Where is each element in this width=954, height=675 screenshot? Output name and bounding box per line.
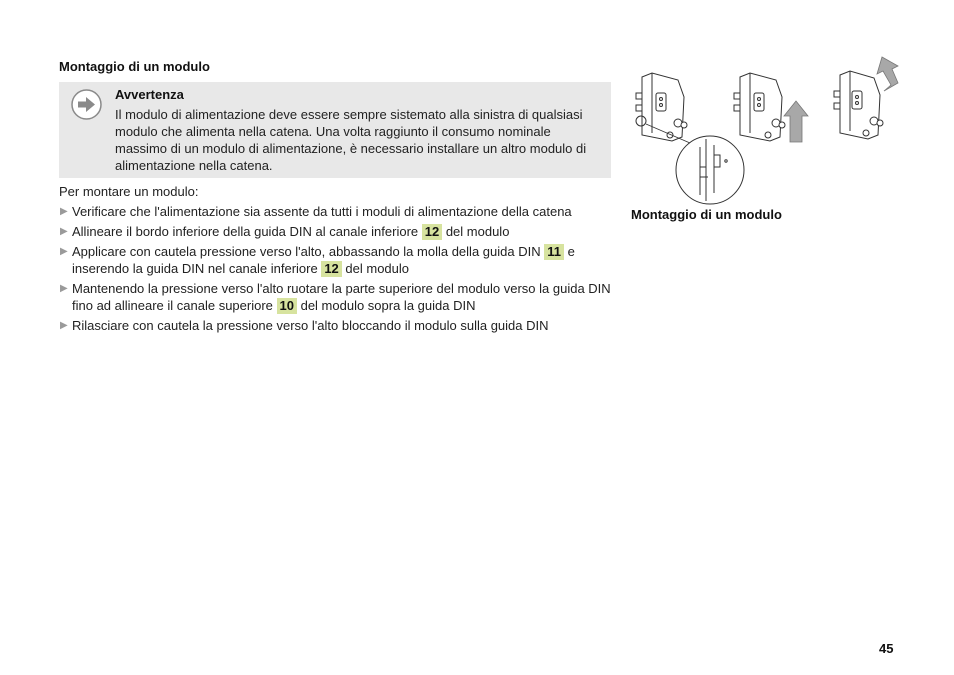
triangle-bullet-icon: ▶ xyxy=(60,206,68,217)
rotate-arrow-icon xyxy=(877,57,898,91)
step-text: del modulo xyxy=(442,224,510,239)
figure-caption: Montaggio di un modulo xyxy=(631,207,782,222)
reference-badge: 10 xyxy=(277,298,297,314)
step-text: Applicare con cautela pressione verso l'alto, abbassando la molla della guida DIN xyxy=(72,244,545,259)
arrow-right-icon xyxy=(71,89,102,120)
procedure-step xyxy=(59,203,614,220)
warning-box xyxy=(59,82,611,178)
procedure-intro: Per montare un modulo: xyxy=(59,184,199,199)
triangle-bullet-icon: ▶ xyxy=(60,320,68,331)
procedure-step xyxy=(59,223,614,240)
module-mounting-illustration xyxy=(628,55,903,210)
reference-badge: 12 xyxy=(321,261,341,277)
triangle-bullet-icon: ▶ xyxy=(60,226,68,237)
warning-title: Avvertenza xyxy=(115,87,184,102)
reference-badge: 11 xyxy=(544,244,564,260)
step-text: del modulo sopra la guida DIN xyxy=(296,298,476,313)
page-number: 45 xyxy=(879,641,894,656)
step-text: Allineare il bordo inferiore della guida DIN al canale inferiore xyxy=(72,224,422,239)
reference-badge: 12 xyxy=(422,224,442,240)
warning-text: Il modulo di alimentazione deve essere sempre sistemato alla sinistra di qualsiasi modulo che alimenta nella catena. Una volta raggiunto il consumo nominale massimo di un modulo di alimentazione, è necessario installare un altro modulo di alimentazione nella catena. xyxy=(115,107,587,173)
procedure-steps xyxy=(59,203,614,337)
procedure-step xyxy=(59,280,614,314)
step-text: del modulo xyxy=(341,261,410,276)
triangle-bullet-icon: ▶ xyxy=(60,283,68,294)
upward-arrow-icon xyxy=(784,101,808,142)
detail-view xyxy=(676,136,744,204)
step-text: Rilasciare con cautela la pressione verso l'alto bloccando il modulo sulla guida DIN xyxy=(72,318,549,333)
step-text: Verificare che l'alimentazione sia assente da tutti i moduli di alimentazione della catena xyxy=(72,204,572,219)
module-drawing xyxy=(734,73,785,141)
step-text: e inserendo la guida DIN nel canale inferiore xyxy=(72,244,575,276)
module-drawing xyxy=(834,71,883,139)
step-text: Mantenendo la pressione verso l'alto ruotare la parte superiore del modulo verso la guida DIN fino ad allineare il canale superiore xyxy=(72,281,611,313)
section-title: Montaggio di un modulo xyxy=(59,59,210,74)
triangle-bullet-icon: ▶ xyxy=(60,246,68,257)
procedure-step xyxy=(59,243,614,277)
procedure-step xyxy=(59,317,614,334)
